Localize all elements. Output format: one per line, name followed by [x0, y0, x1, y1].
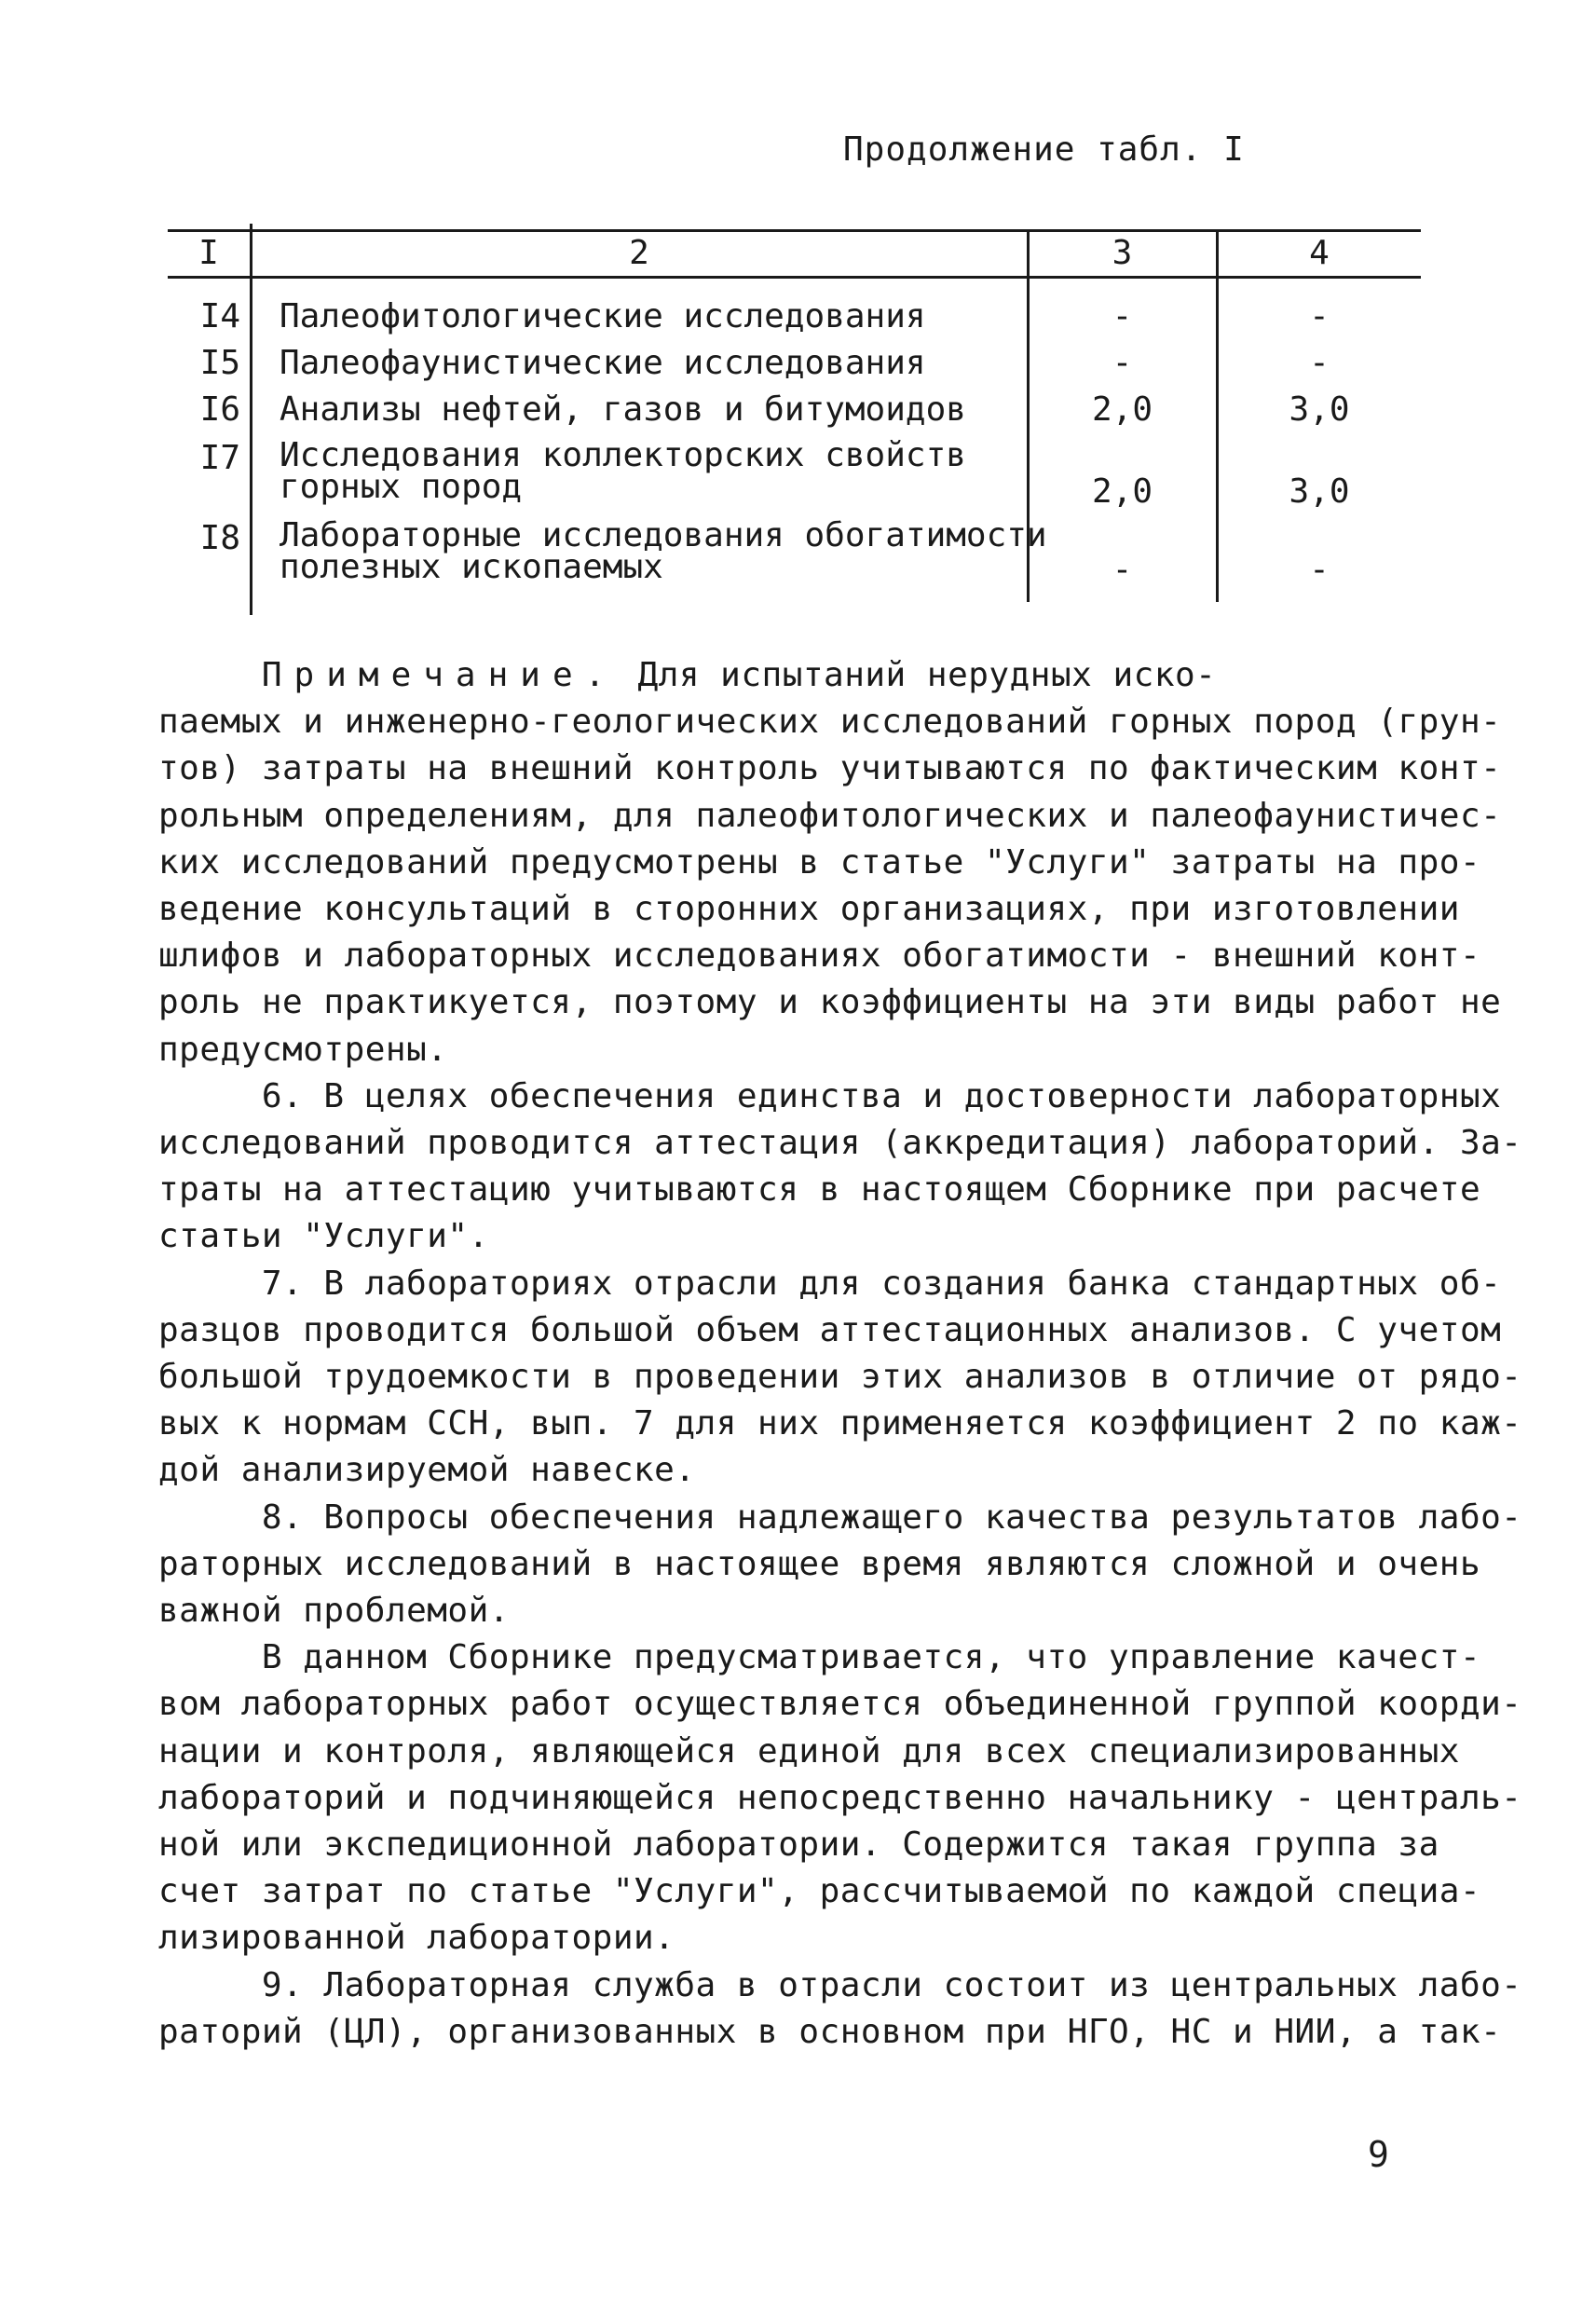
- row-value-col4: -: [1309, 297, 1330, 335]
- col-header-3: 3: [1112, 234, 1133, 272]
- row-description: Исследования коллекторских свойств горных пород: [280, 436, 966, 506]
- text-line: 9. Лабораторная служба в отрасли состоит из центральных лабо-: [158, 1965, 1522, 2004]
- row-value-col4: 3,0: [1289, 472, 1350, 511]
- document-body: [158, 652, 1522, 2056]
- paragraph-9: [158, 1962, 1522, 2056]
- note-line: тов) затраты на внешний контроль учитываются по фактическим конт-: [158, 749, 1502, 788]
- text-line: лабораторий и подчиняющейся непосредственно начальнику - централь-: [158, 1778, 1522, 1817]
- row-value-col3: -: [1112, 297, 1133, 335]
- text-line: раторных исследований в настоящее время являются сложной и очень: [158, 1544, 1481, 1583]
- row-value-col3: -: [1112, 551, 1133, 589]
- paragraph-8: [158, 1495, 1522, 1635]
- row-value-col3: -: [1112, 344, 1133, 382]
- note-line: ких исследований предусмотрены в статье "Услуги" затраты на про-: [158, 842, 1481, 882]
- text-line: раторий (ЦЛ), организованных в основном при НГО, НС и НИИ, а так-: [158, 2012, 1502, 2051]
- text-line: траты на аттестацию учитываются в настоящем Сборнике при расчете: [158, 1170, 1481, 1210]
- paragraph-quality-management: [158, 1634, 1522, 1962]
- paragraph-7: [158, 1261, 1522, 1495]
- data-table: [168, 224, 1421, 615]
- row-number: I6: [199, 390, 240, 429]
- text-line: 6. В целях обеспечения единства и достоверности лабораторных: [158, 1076, 1502, 1115]
- text-line: счет затрат по статье "Услуги", рассчитываемой по каждой специа-: [158, 1872, 1481, 1911]
- text-line: вых к нормам ССН, вып. 7 для них применяется коэффициент 2 по каж-: [158, 1404, 1522, 1443]
- text-line: важной проблемой.: [158, 1592, 510, 1631]
- text-line: разцов проводится большой объем аттестационных анализов. С учетом: [158, 1310, 1502, 1349]
- text-line: большой трудоемкости в проведении этих анализов в отличие от рядо-: [158, 1358, 1522, 1397]
- row-value-col3: 2,0: [1091, 472, 1153, 511]
- row-number: I5: [199, 344, 240, 382]
- note-line: роль не практикуется, поэтому и коэффициенты на эти виды работ не: [158, 983, 1502, 1022]
- row-description: Анализы нефтей, газов и битумоидов: [280, 390, 966, 429]
- row-number: I4: [199, 297, 240, 335]
- text-line: В данном Сборнике предусматривается, что управление качест-: [158, 1638, 1481, 1677]
- text-line: исследований проводится аттестация (аккредитация) лабораторий. За-: [158, 1124, 1522, 1163]
- table-top-rule: [168, 229, 1421, 232]
- text-line: вом лабораторных работ осуществляется объединенной группой коорди-: [158, 1685, 1522, 1724]
- table-header-rule: [168, 276, 1421, 279]
- note-line: шлифов и лабораторных исследованиях обогатимости - внешний конт-: [158, 937, 1481, 976]
- note-line: рольным определениям, для палеофитологических и палеофаунистичес-: [158, 796, 1502, 835]
- note-label: Примечание.: [261, 656, 618, 694]
- text-line: статьи "Услуги".: [158, 1217, 489, 1256]
- row-value-col4: 3,0: [1289, 390, 1350, 429]
- col-header-2: 2: [629, 234, 649, 272]
- page-number: 9: [1368, 2134, 1389, 2175]
- col-header-1: I: [198, 234, 219, 272]
- row-description: Лабораторные исследования обогатимости полезных ископаемых: [280, 516, 1047, 586]
- row-value-col3: 2,0: [1091, 390, 1153, 429]
- row-description: Палеофаунистические исследования: [280, 344, 926, 382]
- text-line: дой анализируемой навеске.: [158, 1451, 696, 1490]
- text-line: нации и контроля, являющейся единой для всех специализированных: [158, 1731, 1460, 1771]
- text-line: лизированной лаборатории.: [158, 1919, 675, 1958]
- row-value-col4: -: [1309, 344, 1330, 382]
- continuation-caption: Продолжение табл. I: [843, 130, 1245, 169]
- row-description: Палеофитологические исследования: [280, 297, 926, 335]
- paragraph-6: [158, 1073, 1522, 1261]
- text-line: ной или экспедиционной лаборатории. Содержится такая группа за: [158, 1826, 1439, 1865]
- text-line: 7. В лабораториях отрасли для создания банка стандартных об-: [158, 1264, 1502, 1303]
- note-line: предусмотрены.: [158, 1030, 448, 1069]
- col-header-4: 4: [1309, 234, 1330, 272]
- row-number: I7: [199, 439, 240, 477]
- note-line: ведение консультаций в сторонних организациях, при изготовлении: [158, 890, 1460, 929]
- note-line: паемых и инженерно-геологических исследований горных пород (грун-: [158, 703, 1502, 742]
- row-number: I8: [199, 519, 240, 557]
- text-line: 8. Вопросы обеспечения надлежащего качества результатов лабо-: [158, 1497, 1522, 1537]
- table-col-divider-1: [250, 224, 252, 615]
- note-paragraph: [158, 652, 1502, 1073]
- row-value-col4: -: [1309, 551, 1330, 589]
- note-line: Для испытаний нерудных иско-: [617, 656, 1217, 694]
